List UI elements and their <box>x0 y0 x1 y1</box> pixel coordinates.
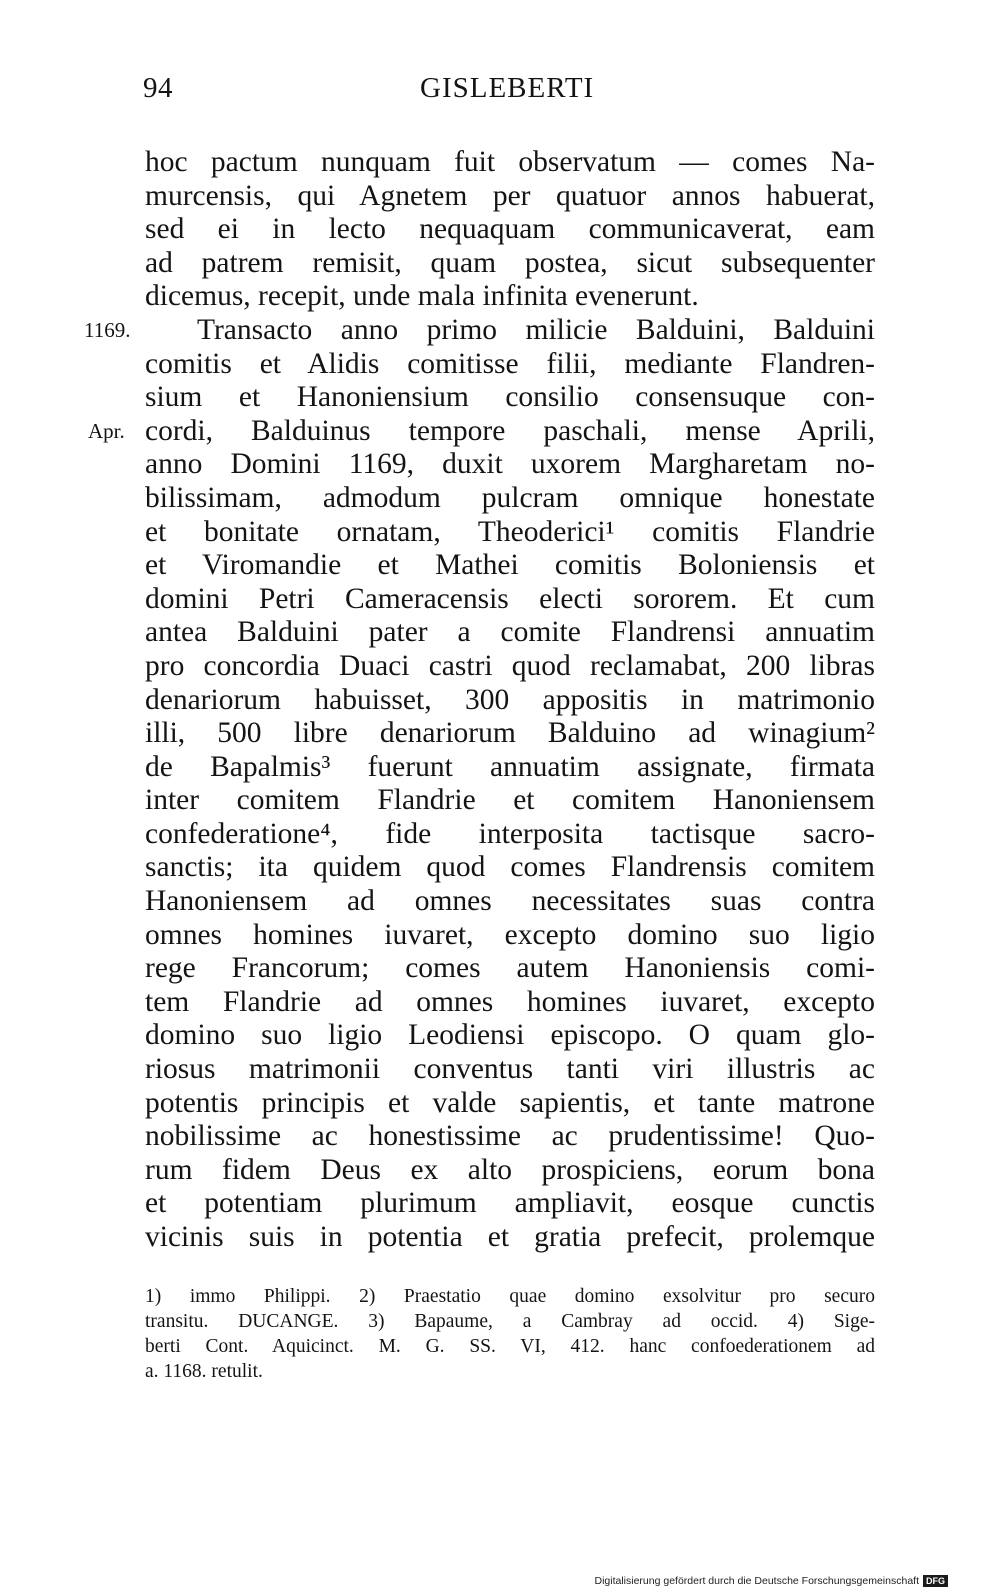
text-line: rege Francorum; comes autem Hanoniensis comi- <box>145 952 875 985</box>
text-line: domino suo ligio Leodiensi episcopo. O quam glo- <box>145 1019 875 1052</box>
text-line: sanctis; ita quidem quod comes Flandrensis comitem <box>145 851 875 884</box>
footnote-line: a. 1168. retulit. <box>145 1361 263 1382</box>
footnote-line: transitu. DUCANGE. 3) Bapaume, a Cambray ad occid. 4) Sige- <box>145 1311 875 1332</box>
text-line: et potentiam plurimum ampliavit, eosque cunctis <box>145 1187 875 1220</box>
text-line: Hanoniensem ad omnes necessitates suas contra <box>145 885 875 918</box>
text-line: anno Domini 1169, duxit uxorem Margharetam no- <box>145 448 875 481</box>
text-line: vicinis suis in potentia et gratia prefecit, prolemque <box>145 1221 875 1253</box>
text-line: antea Balduini pater a comite Flandrensi annuatim <box>145 616 875 649</box>
text-line: de Bapalmis³ fuerunt annuatim assignate, firmata <box>145 750 875 783</box>
text-line: cordi, Balduinus tempore paschali, mense Aprili, <box>145 414 875 447</box>
text-line: et Viromandie et Mathei comitis Boloniensis et <box>145 549 875 582</box>
text-line: Transacto anno primo milicie Balduini, Balduini <box>197 313 875 346</box>
footnote-line: 1) immo Philippi. 2) Praestatio quae domino exsolvitur pro securo <box>145 1286 875 1307</box>
text-line: denariorum habuisset, 300 appositis in matrimonio <box>145 683 875 716</box>
text-line: murcensis, qui Agnetem per quatuor annos habuerat, <box>145 179 875 212</box>
text-line: pro concordia Duaci castri quod reclamabat, 200 libras <box>145 649 875 682</box>
text-line: domini Petri Cameracensis electi sororem. Et cum <box>145 582 875 615</box>
text-line: comitis et Alidis comitisse filii, mediante Flandren- <box>145 347 875 380</box>
text-line: illi, 500 libre denariorum Balduino ad winagium² <box>145 717 875 750</box>
running-head: GISLEBERTI <box>420 72 595 104</box>
text-line: sium et Hanoniensium consilio consensuque con- <box>145 381 875 414</box>
text-line: omnes homines iuvaret, excepto domino suo ligio <box>145 918 875 951</box>
digitization-credit <box>594 1575 948 1587</box>
footnotes <box>145 1284 875 1384</box>
text-line: tem Flandrie ad omnes homines iuvaret, excepto <box>145 985 875 1018</box>
body-text <box>145 146 875 1255</box>
dfg-logo: DFG <box>923 1575 948 1587</box>
text-line: confederatione⁴, fide interposita tactisque sacro- <box>145 817 875 850</box>
text-line: rum fidem Deus ex alto prospiciens, eorum bona <box>145 1153 875 1186</box>
text-line: nobilissime ac honestissime ac prudentissime! Quo- <box>145 1120 875 1153</box>
footnote-line: berti Cont. Aquicinct. M. G. SS. VI, 412. hanc confoederationem ad <box>145 1336 875 1357</box>
page-number: 94 <box>143 72 173 104</box>
text-line: ad patrem remisit, quam postea, sicut subsequenter <box>145 246 875 279</box>
text-line: riosus matrimonii conventus tanti viri illustris ac <box>145 1053 875 1086</box>
text-line: inter comitem Flandrie et comitem Hanoniensem <box>145 784 875 817</box>
text-line: hoc pactum nunquam fuit observatum — comes Na- <box>145 146 875 178</box>
margin-note-year: 1169. <box>84 318 131 342</box>
text-line: bilissimam, admodum pulcram omnique honestate <box>145 481 875 514</box>
text-line: sed ei in lecto nequaquam communicaverat, eam <box>145 213 875 246</box>
credit-text: Digitalisierung gefördert durch die Deutsche Forschungsgemeinschaft <box>594 1575 919 1587</box>
text-line: potentis principis et valde sapientis, et tante matrone <box>145 1086 875 1119</box>
text-line: et bonitate ornatam, Theoderici¹ comitis Flandrie <box>145 515 875 548</box>
text-line: dicemus, recepit, unde mala infinita evenerunt. <box>145 280 699 313</box>
margin-note-month: Apr. <box>88 419 125 443</box>
